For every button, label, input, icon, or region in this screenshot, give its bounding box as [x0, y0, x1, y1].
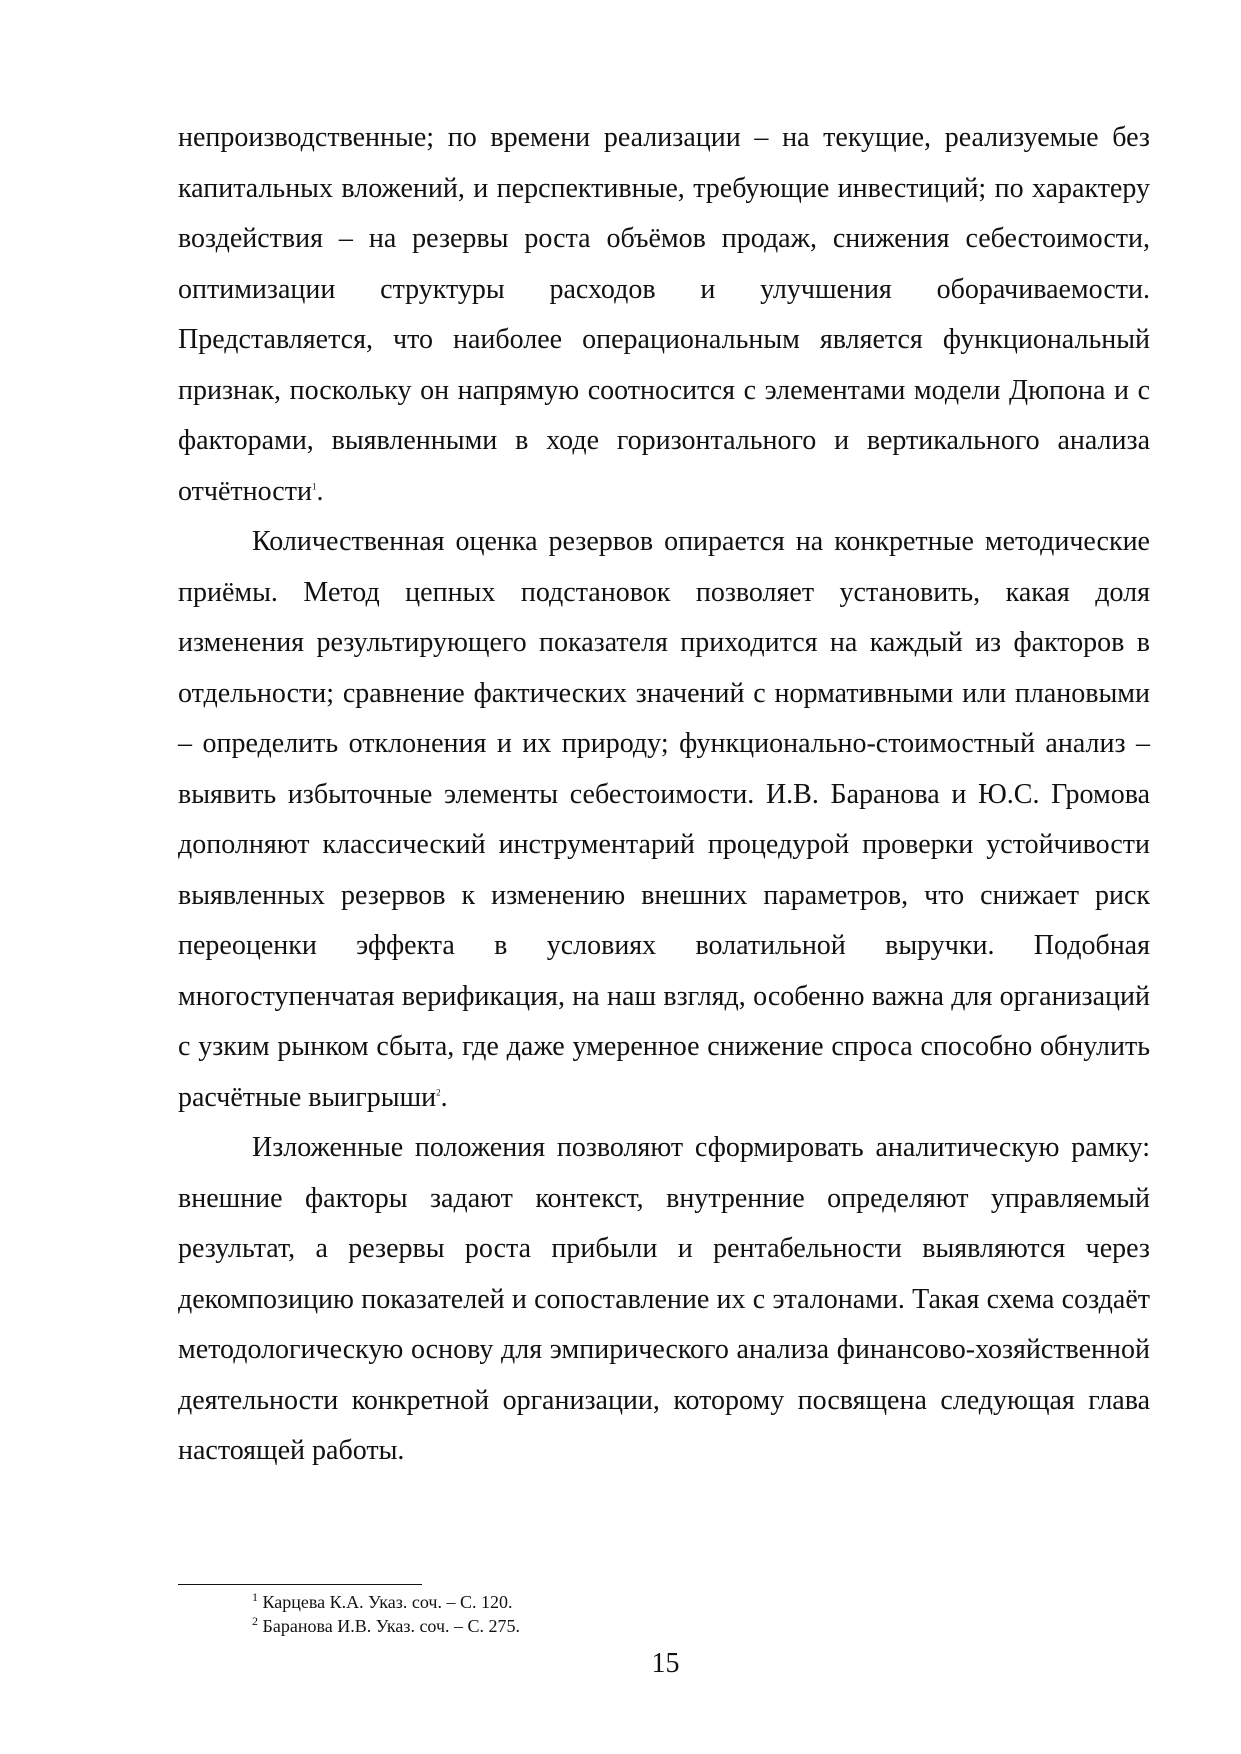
footnote-2: [252, 1614, 1052, 1638]
paragraph-1-end: .: [316, 475, 324, 507]
footnote-1: [252, 1590, 1052, 1614]
paragraph-3: [178, 1123, 1150, 1477]
paragraph-1: [178, 113, 1150, 517]
footnote-2-number: 2: [252, 1614, 258, 1628]
footnote-ref-1[interactable]: 1: [311, 481, 317, 492]
footnote-1-text: Карцева К.А. Указ. соч. – С. 120.: [262, 1592, 513, 1612]
footnote-2-text: Баранова И.В. Указ. соч. – С. 275.: [262, 1616, 521, 1636]
paragraph-3-text: Изложенные положения позволяют сформировать аналитическую рамку: внешние факторы задают контекст, внутренние определяют управляемый результат, а резервы роста прибыли и рентабельности выявляются через декомпозицию показателей и сопоставление их с эталонами. Такая схема создаёт методологическую основу для эмпирического анализа финансово-хозяйственной деятельности конкретной организации, которому посвящена следующая глава настоящей работы.: [178, 1132, 1150, 1466]
footnotes: [252, 1590, 1052, 1638]
paragraph-2-text: Количественная оценка резервов опирается на конкретные методические приёмы. Метод цепных подстановок позволяет установить, какая доля изменения результирующего показателя приходится на каждый из факторов в отдельности; сравнение фактических значений с нормативными или плановыми – определить отклонения и их природу; функционально-стоимостный анализ – выявить избыточные элементы себестоимости. И.В. Баранова и Ю.С. Громова дополняют классический инструментарий процедурой проверки устойчивости выявленных резервов к изменению внешних параметров, что снижает риск переоценки эффекта в условиях волатильной выручки. Подобная многоступенчатая верификация, на наш взгляд, особенно важна для организаций с узким рынком сбыта, где даже умеренное снижение спроса способно обнулить расчётные выигрыши: [178, 526, 1150, 1113]
paragraph-2-end: .: [440, 1081, 448, 1113]
footnote-1-number: 1: [252, 1590, 258, 1604]
page-number: 15: [651, 1648, 680, 1679]
footnote-ref-2[interactable]: 2: [436, 1087, 441, 1098]
paragraph-2: [178, 517, 1150, 1123]
body-text: [178, 113, 1150, 1477]
footnote-separator: [178, 1584, 422, 1585]
paragraph-1-text: непроизводственные; по времени реализации – на текущие, реализуемые без капитальных вложений, и перспективные, требующие инвестиций; по характеру воздействия – на резервы роста объёмов продаж, снижения себестоимости, оптимизации структуры расходов и улучшения оборачиваемости. Представляется, что наиболее операциональным является функциональный признак, поскольку он напрямую соотносится с элементами модели Дюпона и с факторами, выявленными в ходе горизонтального и вертикального анализа отчётности: [178, 122, 1150, 507]
